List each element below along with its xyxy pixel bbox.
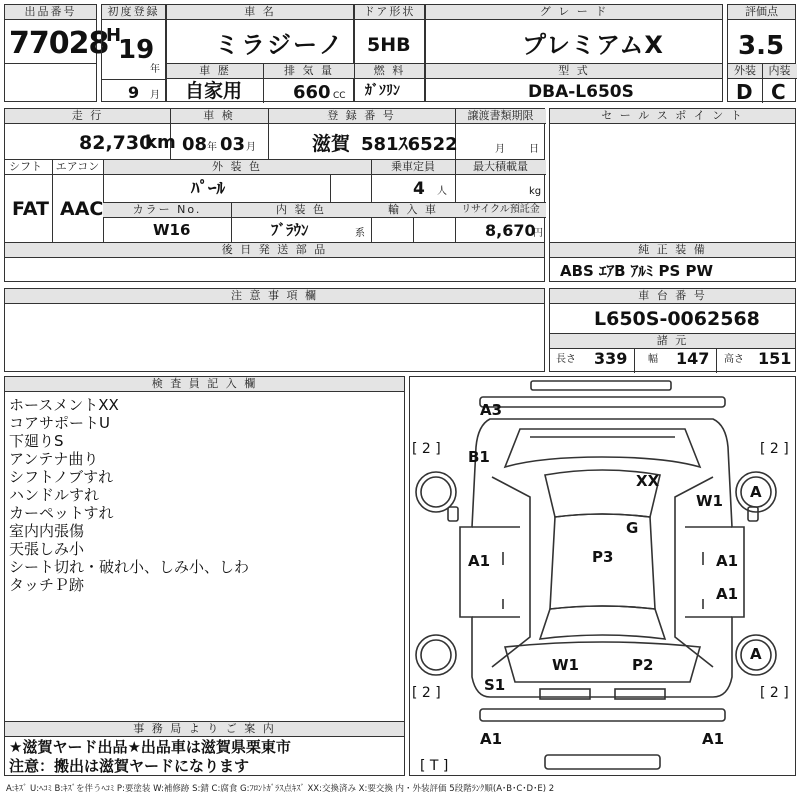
mark-a-front: A <box>750 483 762 501</box>
shift: FAT <box>12 198 49 220</box>
tire-label-front-right: [ 2 ] <box>760 441 789 457</box>
inspection-label: 車 検 <box>170 109 268 124</box>
lot-number: 77028 <box>9 26 109 61</box>
lot-number-cell <box>4 4 109 102</box>
car-name-label: 車 名 <box>167 5 353 20</box>
office-notice-line-2: 注意：搬出は滋賀ヤードになります <box>9 757 250 775</box>
exterior-label: 外装 <box>728 64 762 79</box>
sales-point-label: セ ー ル ス ポ イ ン ト <box>550 109 795 124</box>
inspector-note: 下廻りS <box>9 432 64 450</box>
inspector-note: アンテナ曲り <box>9 450 99 468</box>
spare-tire-label: [ T ] <box>420 758 449 774</box>
reg-year: 19 <box>118 35 155 65</box>
tire-label-front-left: [ 2 ] <box>412 441 441 457</box>
capacity: 4 <box>413 179 425 199</box>
grade-cell <box>425 4 723 102</box>
mark-xx: XX <box>636 472 660 490</box>
mark-a1-left: A1 <box>468 552 491 570</box>
inspector-note: シート切れ・破れ小、しみ小、しわ <box>9 558 250 576</box>
transfer-doc-label: 譲渡書類期限 <box>455 109 546 124</box>
tire-label-rear-right: [ 2 ] <box>760 685 789 701</box>
cautions-cell <box>4 288 545 372</box>
reg-month: 9 <box>128 83 140 102</box>
inspection-year: 08 <box>182 134 208 155</box>
capacity-label: 乗車定員 <box>371 160 455 175</box>
lot-number-label: 出品番号 <box>5 5 96 20</box>
mileage: 82,730 <box>79 132 153 154</box>
later-parts-label: 後 日 発 送 部 品 <box>5 243 544 258</box>
shift-label: シフト <box>5 160 52 175</box>
mark-a1-bottom-right: A1 <box>702 730 725 748</box>
mark-g: G <box>626 519 639 537</box>
height: 151 <box>758 349 792 368</box>
mark-a3: A3 <box>480 401 503 419</box>
color-no: W16 <box>153 221 191 239</box>
history-label: 車 歴 <box>167 64 263 79</box>
color-no-label: カラー No. <box>103 203 231 218</box>
chassis-label: 車 台 番 号 <box>550 289 795 304</box>
person-unit: 人 <box>437 186 447 197</box>
inspector-note: コアサポートU <box>9 414 110 432</box>
grade: プレミアムX <box>522 31 664 59</box>
details-block <box>4 108 545 282</box>
reg-number-label: 登 録 番 号 <box>268 109 455 124</box>
model-code: DBA-L650S <box>528 82 634 102</box>
inspection-month: 03 <box>220 134 246 155</box>
mark-b1: B1 <box>468 448 490 466</box>
kei-unit: 系 <box>355 228 365 239</box>
mark-a1-bottom-left: A1 <box>480 730 503 748</box>
door-label: ドア形状 <box>355 5 424 20</box>
reg-number: 581ｽ6522 <box>361 134 458 155</box>
chassis-number: L650S-0062568 <box>594 308 760 330</box>
inspector-note: タッチＰ跡 <box>9 576 85 594</box>
fuel: ｶﾞｿﾘﾝ <box>365 83 400 99</box>
mark-w1-rear: W1 <box>552 656 579 674</box>
width: 147 <box>676 349 710 368</box>
int-color-label: 内 装 色 <box>231 203 371 218</box>
inspector-note: シフトノブすれ <box>9 468 114 486</box>
inspector-note: 天張しみ小 <box>9 540 85 558</box>
cautions-label: 注 意 事 項 欄 <box>5 289 544 304</box>
displacement-label: 排 気 量 <box>263 64 355 79</box>
mileage-label: 走 行 <box>5 109 170 124</box>
km-unit: km <box>145 132 176 153</box>
aircon: AAC <box>60 198 104 220</box>
fuel-label: 燃 料 <box>355 64 424 79</box>
ext-color-label: 外 装 色 <box>103 160 371 175</box>
height-label: 高さ <box>724 354 744 365</box>
mark-p3: P3 <box>592 548 614 566</box>
yen-unit: 円 <box>533 228 543 239</box>
displacement: 660 <box>293 82 331 103</box>
mark-s1: S1 <box>484 676 506 694</box>
office-notice-line-1: ★滋賀ヤード出品★出品車は滋賀県栗東市 <box>9 738 291 756</box>
damage-diagram <box>409 376 796 776</box>
inspector-note: ハンドルすれ <box>9 486 100 504</box>
office-notice-label: 事 務 局 よ り ご 案 内 <box>5 722 404 737</box>
recycle-fee: 8,670 <box>485 221 536 240</box>
inspector-note: カーペットすれ <box>9 504 114 522</box>
car-name-cell <box>166 4 354 102</box>
mark-a-rear: A <box>750 645 762 663</box>
transfer-day-unit: 日 <box>529 144 539 155</box>
length-label: 長さ <box>556 354 576 365</box>
month-unit: 月 <box>150 90 160 101</box>
car-history: 自家用 <box>185 80 243 102</box>
max-load-label: 最大積載量 <box>455 160 546 175</box>
score-label: 評価点 <box>728 5 795 20</box>
reg-area: 滋賀 <box>312 133 351 155</box>
inspector-notes-list <box>9 396 249 594</box>
tire-label-rear-left: [ 2 ] <box>412 685 441 701</box>
length: 339 <box>594 349 628 368</box>
grade-label: グ レ ー ド <box>426 5 722 20</box>
inspector-notes-label: 検 査 員 記 入 欄 <box>5 377 404 392</box>
chassis-cell <box>549 288 796 372</box>
aircon-label: エアコン <box>52 160 103 175</box>
era: H <box>106 25 122 46</box>
inspector-note: 室内内張傷 <box>9 522 85 540</box>
legend-footnote: A:ｷｽﾞ U:ﾍｺﾐ B:ｷｽﾞを伴うﾍｺﾐ P:要塗装 W:補修跡 S:錆 C:腐食 G:ﾌﾛﾝﾄｶﾞﾗｽ点ｷｽﾞ XX:交換済み X:要交換 内・外装評価 5段階ﾗﾝｸ順(A･B･C･D･E) 2 <box>6 784 555 794</box>
car-outline <box>410 377 797 777</box>
specs-label: 諸 元 <box>550 334 795 349</box>
kg-unit: kg <box>529 186 542 197</box>
inspection-year-unit: 年 <box>207 142 217 153</box>
genuine-equipment: ABS ｴｱB ｱﾙﾐ PS PW <box>560 262 714 280</box>
interior-label: 内装 <box>762 64 797 79</box>
score: 3.5 <box>738 31 785 61</box>
score-cell <box>727 4 796 102</box>
genuine-equipment-label: 純 正 装 備 <box>550 243 795 258</box>
import-label: 輸 入 車 <box>371 203 455 218</box>
interior-grade: C <box>771 80 786 104</box>
mark-w1-right: W1 <box>696 492 723 510</box>
int-color: ﾌﾞﾗｳﾝ <box>271 221 309 239</box>
first-registration-label: 初度登録 <box>102 5 165 20</box>
door-type: 5HB <box>367 34 411 56</box>
sales-point-cell <box>549 108 796 282</box>
inspection-month-unit: 月 <box>246 142 256 153</box>
exterior-grade: D <box>736 80 753 104</box>
inspector-notes-cell <box>4 376 405 776</box>
mark-p2: P2 <box>632 656 654 674</box>
door-cell <box>354 4 425 102</box>
width-label: 幅 <box>648 354 658 365</box>
mark-a1-right: A1 <box>716 552 739 570</box>
model-code-label: 型 式 <box>426 64 722 79</box>
ext-color: ﾊﾟｰﾙ <box>191 179 225 199</box>
year-unit: 年 <box>150 64 160 75</box>
transfer-month-unit: 月 <box>495 144 505 155</box>
mark-a1-right-2: A1 <box>716 585 739 603</box>
car-name: ミラジーノ <box>215 31 345 59</box>
cc-unit: CC <box>333 91 346 101</box>
recycle-label: リサイクル預託金 <box>455 203 546 218</box>
inspector-note: ホースメントXX <box>9 396 119 414</box>
first-registration-cell <box>101 4 166 102</box>
